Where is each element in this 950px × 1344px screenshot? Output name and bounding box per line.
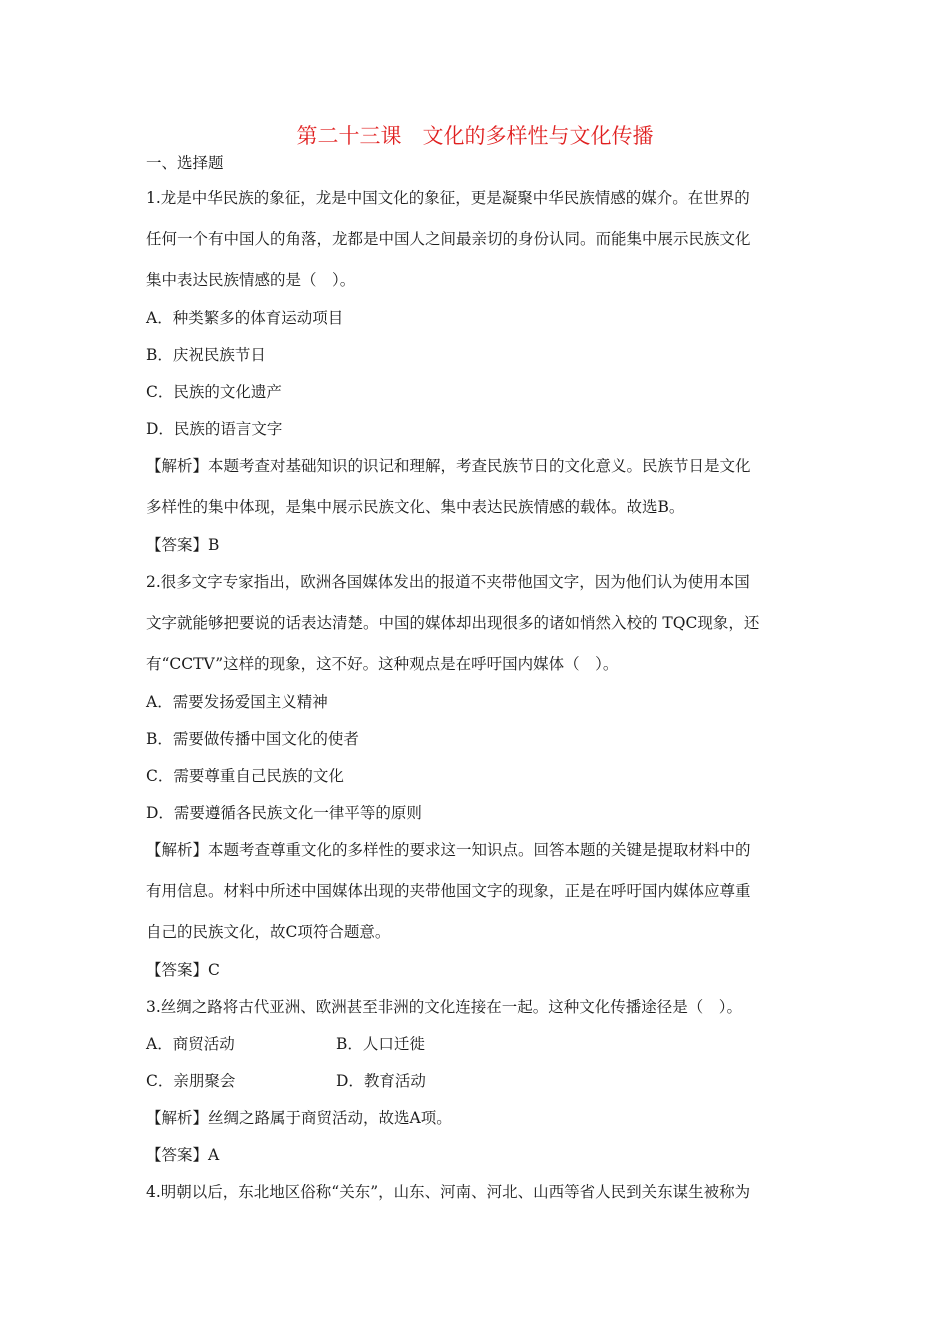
- q3-answer: 【答案】A: [146, 1146, 220, 1164]
- q4-stem: 4.明朝以后，东北地区俗称“关东”，山东、河南、河北、山西等省人民到关东谋生被称为: [146, 1183, 751, 1201]
- q3-option-a: A．商贸活动: [146, 1035, 235, 1053]
- section-heading: 一、选择题: [146, 154, 224, 172]
- q2-option-b: B．需要做传播中国文化的使者: [146, 730, 359, 748]
- q1-answer: 【答案】B: [146, 536, 220, 554]
- q3-analysis: 【解析】丝绸之路属于商贸活动，故选A项。: [146, 1109, 452, 1127]
- q1-analysis-line-2: 多样性的集中体现，是集中展示民族文化、集中表达民族情感的载体。故选B。: [146, 498, 685, 516]
- q3-option-b: B．人口迁徙: [336, 1035, 425, 1053]
- q3-option-c: C．亲朋聚会: [146, 1072, 236, 1090]
- q1-analysis-line-1: 【解析】本题考查对基础知识的识记和理解，考查民族节日的文化意义。民族节日是文化: [146, 457, 751, 475]
- q3-stem: 3.丝绸之路将古代亚洲、欧洲甚至非洲的文化连接在一起。这种文化传播途径是（ ）。: [146, 998, 743, 1016]
- q2-option-a: A．需要发扬爱国主义精神: [146, 693, 328, 711]
- q1-option-b: B．庆祝民族节日: [146, 346, 266, 364]
- q3-option-d: D．教育活动: [336, 1072, 426, 1090]
- q2-stem-line-2: 文字就能够把要说的话表达清楚。中国的媒体却出现很多的诸如悄然入校的 TQC现象，还: [146, 614, 760, 632]
- q2-analysis-line-1: 【解析】本题考查尊重文化的多样性的要求这一知识点。回答本题的关键是提取材料中的: [146, 841, 751, 859]
- q1-option-d: D．民族的语言文字: [146, 420, 283, 438]
- q2-analysis-line-3: 自己的民族文化，故C项符合题意。: [146, 923, 391, 941]
- q1-stem-line-3: 集中表达民族情感的是（ ）。: [146, 271, 356, 289]
- q1-option-a: A．种类繁多的体育运动项目: [146, 309, 344, 327]
- q2-answer: 【答案】C: [146, 961, 220, 979]
- q2-analysis-line-2: 有用信息。材料中所述中国媒体出现的夹带他国文字的现象，正是在呼吁国内媒体应尊重: [146, 882, 751, 900]
- q2-option-d: D．需要遵循各民族文化一律平等的原则: [146, 804, 422, 822]
- q1-stem-line-2: 任何一个有中国人的角落，龙都是中国人之间最亲切的身份认同。而能集中展示民族文化: [146, 230, 751, 248]
- page-title: 第二十三课 文化的多样性与文化传播: [296, 124, 654, 148]
- q1-stem-line-1: 1.龙是中华民族的象征，龙是中国文化的象征，更是凝聚中华民族情感的媒介。在世界的: [146, 189, 750, 207]
- q2-stem-line-1: 2.很多文字专家指出，欧洲各国媒体发出的报道不夹带他国文字，因为他们认为使用本国: [146, 573, 750, 591]
- q2-stem-line-3: 有“CCTV”这样的现象，这不好。这种观点是在呼吁国内媒体（ ）。: [146, 655, 619, 673]
- q2-option-c: C．需要尊重自己民族的文化: [146, 767, 344, 785]
- q1-option-c: C．民族的文化遗产: [146, 383, 282, 401]
